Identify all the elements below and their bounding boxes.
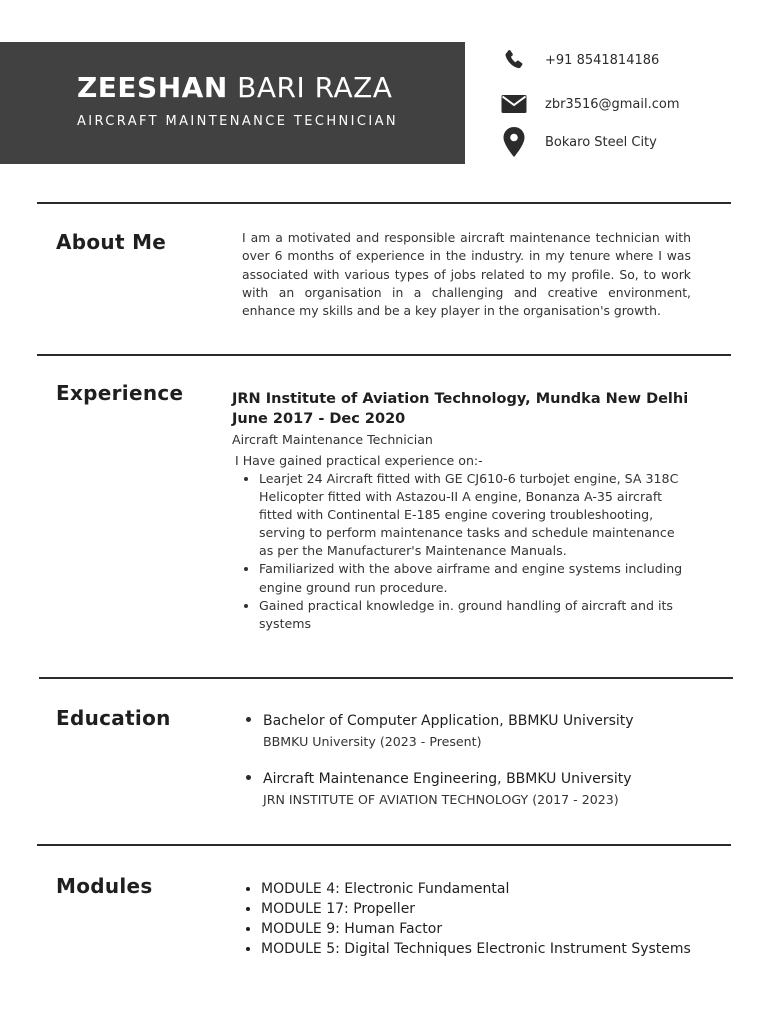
location-text: Bokaro Steel City: [545, 134, 657, 150]
divider-experience: [39, 677, 733, 679]
education-list: [245, 710, 634, 826]
experience-bullet: • Learjet 24 Aircraft fitted with GE CJ610-6 turbojet engine, SA 318C Helicopter fitted with Astazou-II A engine, Bonanza A-35 aircraft fitted with Continental E-185 engine covering troubleshooting, serving to perform maintenance tasks and schedule maintenance as per the Manufacturer's Maintenance Manuals.: [259, 470, 698, 560]
candidate-name: [77, 70, 392, 106]
module-item: • MODULE 4: Electronic Fundamental: [261, 879, 691, 899]
education-degree: • Bachelor of Computer Application, BBMKU University: [263, 713, 634, 729]
experience-organization: JRN Institute of Aviation Technology, Mundka New Delhi: [232, 391, 689, 407]
mail-icon: [500, 90, 528, 118]
experience-bullet: • Gained practical knowledge in. ground handling of aircraft and its systems: [259, 597, 698, 633]
experience-role: Aircraft Maintenance Technician: [232, 432, 433, 447]
divider-top: [37, 202, 731, 204]
job-title: AIRCRAFT MAINTENANCE TECHNICIAN: [77, 114, 398, 129]
experience-intro: I Have gained practical experience on:-: [235, 453, 483, 468]
module-item: • MODULE 9: Human Factor: [261, 919, 691, 939]
experience-bullets: [232, 470, 698, 633]
education-title: Education: [56, 706, 171, 730]
about-title: About Me: [56, 230, 167, 254]
module-item: • MODULE 5: Digital Techniques Electronic Instrument Systems: [261, 939, 691, 959]
contact-phone: [500, 46, 660, 74]
first-name: ZEESHAN: [77, 71, 228, 104]
phone-icon: [500, 46, 528, 74]
last-name: BARI RAZA: [227, 71, 393, 104]
experience-bullet: • Familiarized with the above airframe and engine systems including engine ground run procedure.: [259, 560, 698, 596]
module-item: • MODULE 17: Propeller: [261, 899, 691, 919]
education-item: [263, 768, 634, 810]
modules-list: [243, 879, 691, 959]
experience-dates: June 2017 - Dec 2020: [232, 411, 406, 427]
education-institution: JRN INSTITUTE OF AVIATION TECHNOLOGY (2017 - 2023): [263, 792, 619, 807]
divider-about: [37, 354, 731, 356]
modules-title: Modules: [56, 874, 153, 898]
about-text: I am a motivated and responsible aircraft maintenance technician with over 6 months of experience in the industry. in my tenure where I was associated with various types of jobs related to my profile. So, to work with an organisation in a challenging and creative environment, enhance my skills and be a key player in the organisation's growth.: [242, 230, 691, 319]
phone-number: +91 8541814186: [545, 52, 660, 68]
divider-education: [37, 844, 731, 846]
education-degree: • Aircraft Maintenance Engineering, BBMKU University: [263, 771, 632, 787]
education-institution: BBMKU University (2023 - Present): [263, 734, 482, 749]
contact-location: [500, 128, 657, 156]
education-item: [263, 710, 634, 752]
experience-entry: [232, 389, 698, 633]
experience-title: Experience: [56, 381, 184, 405]
email-address: zbr3516@gmail.com: [545, 96, 680, 112]
location-pin-icon: [500, 128, 528, 156]
contact-email: [500, 90, 680, 118]
